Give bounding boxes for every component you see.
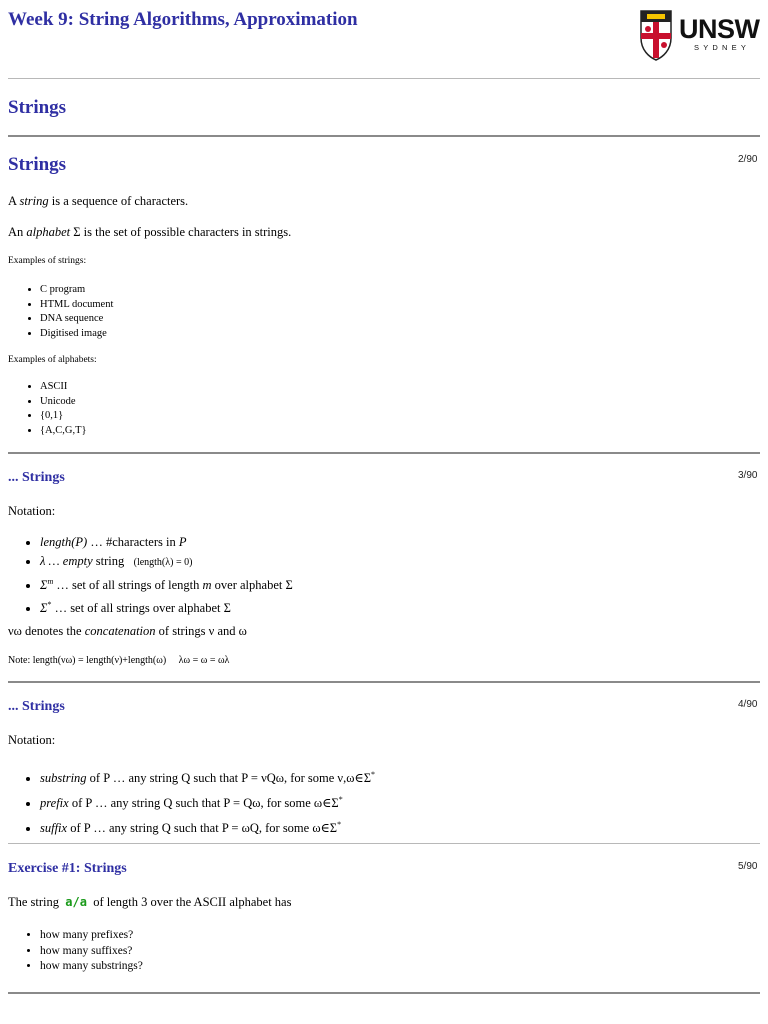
slide-title: Strings (8, 154, 67, 175)
slide-page-number: 5/90 (738, 861, 758, 872)
section-heading: Strings (8, 97, 67, 118)
list-item: • C program (40, 283, 113, 298)
list-item: • {A,C,G,T} (40, 424, 87, 439)
note: Note: length(νω) = length(ν)+length(ω) λω = ω = ωλ (8, 655, 230, 666)
list (24, 533, 293, 618)
list-item: • HTML document (40, 298, 113, 313)
list-item: • λ … empty string (length(λ) = 0) (40, 552, 293, 572)
paragraph: The string a/a of length 3 over the ASCII alphabet has (8, 895, 292, 909)
list-item: • suffix of P … any string Q such that P = ωQ, for some ω∈Σ* (40, 814, 375, 839)
slide-page-number: 2/90 (738, 154, 758, 165)
paragraph: νω denotes the concatenation of strings ν and ω (8, 624, 247, 638)
paragraph: Notation: (8, 733, 56, 747)
list-item: • DNA sequence (40, 312, 113, 327)
list-item: • Digitised image (40, 327, 113, 342)
logo-wordmark: UNSW (679, 14, 760, 44)
code-snippet: a/a (65, 895, 87, 909)
divider (8, 992, 760, 994)
divider (8, 681, 760, 683)
unsw-crest-icon (637, 8, 677, 62)
paragraph: An alphabet Σ is the set of possible characters in strings. (8, 225, 292, 239)
paragraph: Notation: (8, 504, 56, 518)
slide-page-number: 4/90 (738, 699, 758, 710)
list-item: • how many substrings? (40, 959, 143, 975)
list-item: • how many prefixes? (40, 928, 143, 944)
slide-title: Exercise #1: Strings (8, 861, 127, 876)
list-caption: Examples of alphabets: (8, 355, 97, 365)
divider (8, 843, 760, 844)
list-item: • Unicode (40, 395, 87, 410)
logo-subtext: SYDNEY (694, 43, 751, 52)
page-title: Week 9: String Algorithms, Approximation (8, 9, 358, 30)
list-item: • Σ* … set of all strings over alphabet Σ (40, 595, 293, 618)
list-item: • prefix of P … any string Q such that P = Qω, for some ω∈Σ* (40, 789, 375, 814)
list (24, 283, 113, 341)
slide-page-number: 3/90 (738, 470, 758, 481)
list (24, 380, 87, 438)
paragraph: A string is a sequence of characters. (8, 194, 189, 208)
divider (8, 78, 760, 79)
list-item: • how many suffixes? (40, 944, 143, 960)
list-item: • $\Sigma^m$ … set of all strings of length m over alphabet Σ (40, 572, 293, 595)
list-item: • substring of P … any string Q such that P = νQω, for some ν,ω∈Σ* (40, 764, 375, 789)
list-item: • ASCII (40, 380, 87, 395)
list-item: • {0,1} (40, 409, 87, 424)
list (24, 928, 143, 975)
slide-title: ... Strings (8, 699, 65, 714)
divider (8, 135, 760, 137)
list-item: • length(P) … #characters in P (40, 533, 293, 552)
list-caption: Examples of strings: (8, 256, 87, 266)
divider (8, 452, 760, 454)
slide-title: ... Strings (8, 470, 65, 485)
list (24, 764, 375, 839)
